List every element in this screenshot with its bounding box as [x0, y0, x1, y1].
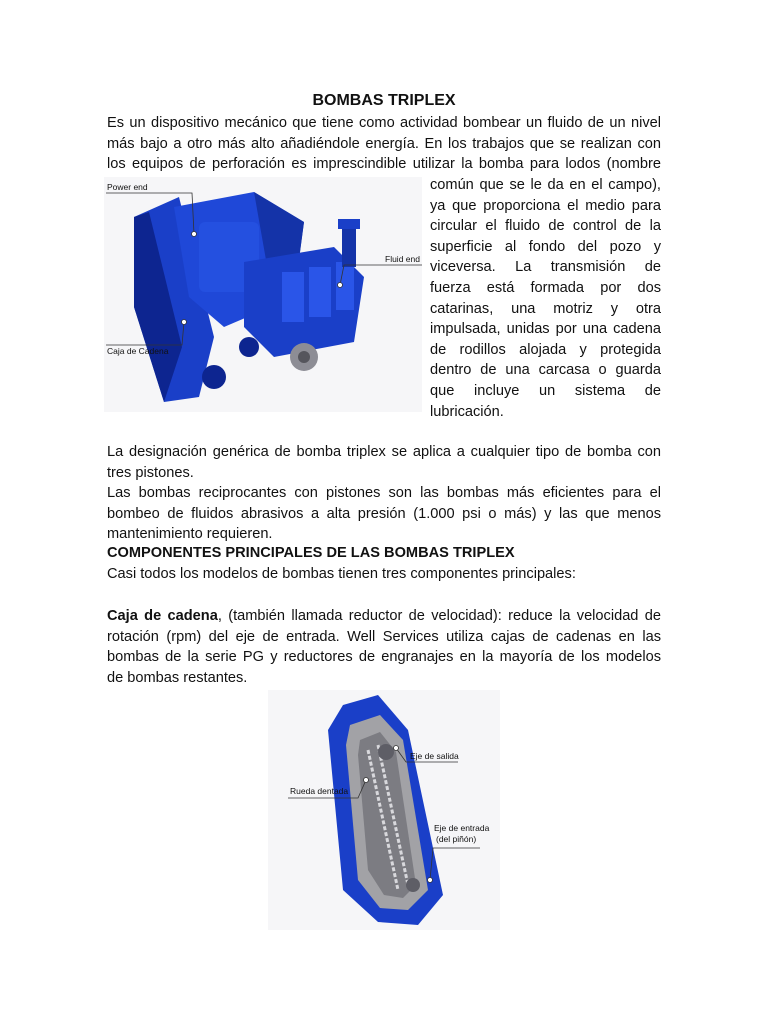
side-line: común que se le da en el campo),: [430, 177, 661, 193]
reciprocating-line: bombeo de fluidos abrasivos a alta presión (1.000 psi o más) y las que menos: [107, 505, 661, 522]
intro-paragraph: [107, 113, 661, 175]
caja-line: de bombas restantes.: [107, 669, 248, 686]
side-line: lubricación.: [430, 403, 504, 420]
side-paragraph: [430, 175, 661, 422]
label-del-pinon: (del piñón): [436, 834, 477, 844]
components-heading: COMPONENTES PRINCIPALES DE LAS BOMBAS TRIPLEX: [107, 545, 515, 561]
caja-first-line: [107, 606, 661, 627]
intro-line: Es un dispositivo mecánico que tiene como actividad bombear un fluido de un nivel: [107, 115, 661, 131]
side-line: viceversa. La transmisión de: [430, 259, 661, 276]
label-caja-de-cadena: Caja de Cadena: [107, 346, 169, 356]
designation-paragraph: [107, 442, 661, 483]
designation-line: La designación genérica de bomba triplex se aplica a cualquier tipo de bomba con: [107, 444, 661, 460]
side-line: de rodillos alojada y protegida: [430, 341, 661, 358]
side-line: superficie al fondo del pozo y: [430, 238, 661, 255]
caja-first-line-rest: , (también llamada reductor de velocidad): reduce la velocidad de: [217, 608, 661, 624]
caja-line: bombas de la serie PG y reductores de engranajes en la mayoría de los modelos: [107, 649, 661, 666]
label-eje-de-entrada: Eje de entrada: [434, 823, 490, 833]
side-line: ya que proporciona el medio para: [430, 197, 661, 214]
reciprocating-line: mantenimiento requieren.: [107, 526, 273, 543]
reciprocating-paragraph: [107, 483, 661, 545]
side-line: catarinas, una motriz y otra: [430, 300, 661, 317]
label-eje-de-salida: Eje de salida: [410, 751, 459, 761]
components-intro: Casi todos los modelos de bombas tienen tres componentes principales:: [107, 566, 576, 582]
page-title: BOMBAS TRIPLEX: [312, 92, 456, 109]
caja-paragraph: [107, 606, 661, 688]
label-rueda-dentada: Rueda dentada: [290, 786, 349, 796]
label-fluid-end: Fluid end: [385, 254, 420, 264]
chain-case-figure: [268, 690, 500, 930]
side-line: que incluye un sistema de: [430, 382, 661, 399]
label-power-end: Power end: [107, 182, 148, 192]
designation-line: tres pistones.: [107, 464, 194, 481]
intro-line: los equipos de perforación es imprescindible utilizar la bomba para lodos (nombre: [107, 156, 661, 173]
side-line: circular el fluido de control de la: [430, 218, 661, 235]
caja-term: Caja de cadena: [107, 608, 218, 624]
caja-line: rotación (rpm) del eje de entrada. Well Services utiliza cajas de cadenas en las: [107, 628, 661, 645]
reciprocating-line: Las bombas reciprocantes con pistones son las bombas más eficientes para el: [107, 485, 661, 501]
triplex-pump-figure: [104, 177, 422, 412]
side-line: fuerza está formada por dos: [430, 279, 661, 296]
side-line: dentro de una carcasa o guarda: [430, 362, 661, 379]
side-line: impulsada, unidas por una cadena: [430, 321, 661, 338]
intro-line: más bajo a otro más alto añadiéndole energía. En los trabajos que se realizan con: [107, 135, 661, 152]
